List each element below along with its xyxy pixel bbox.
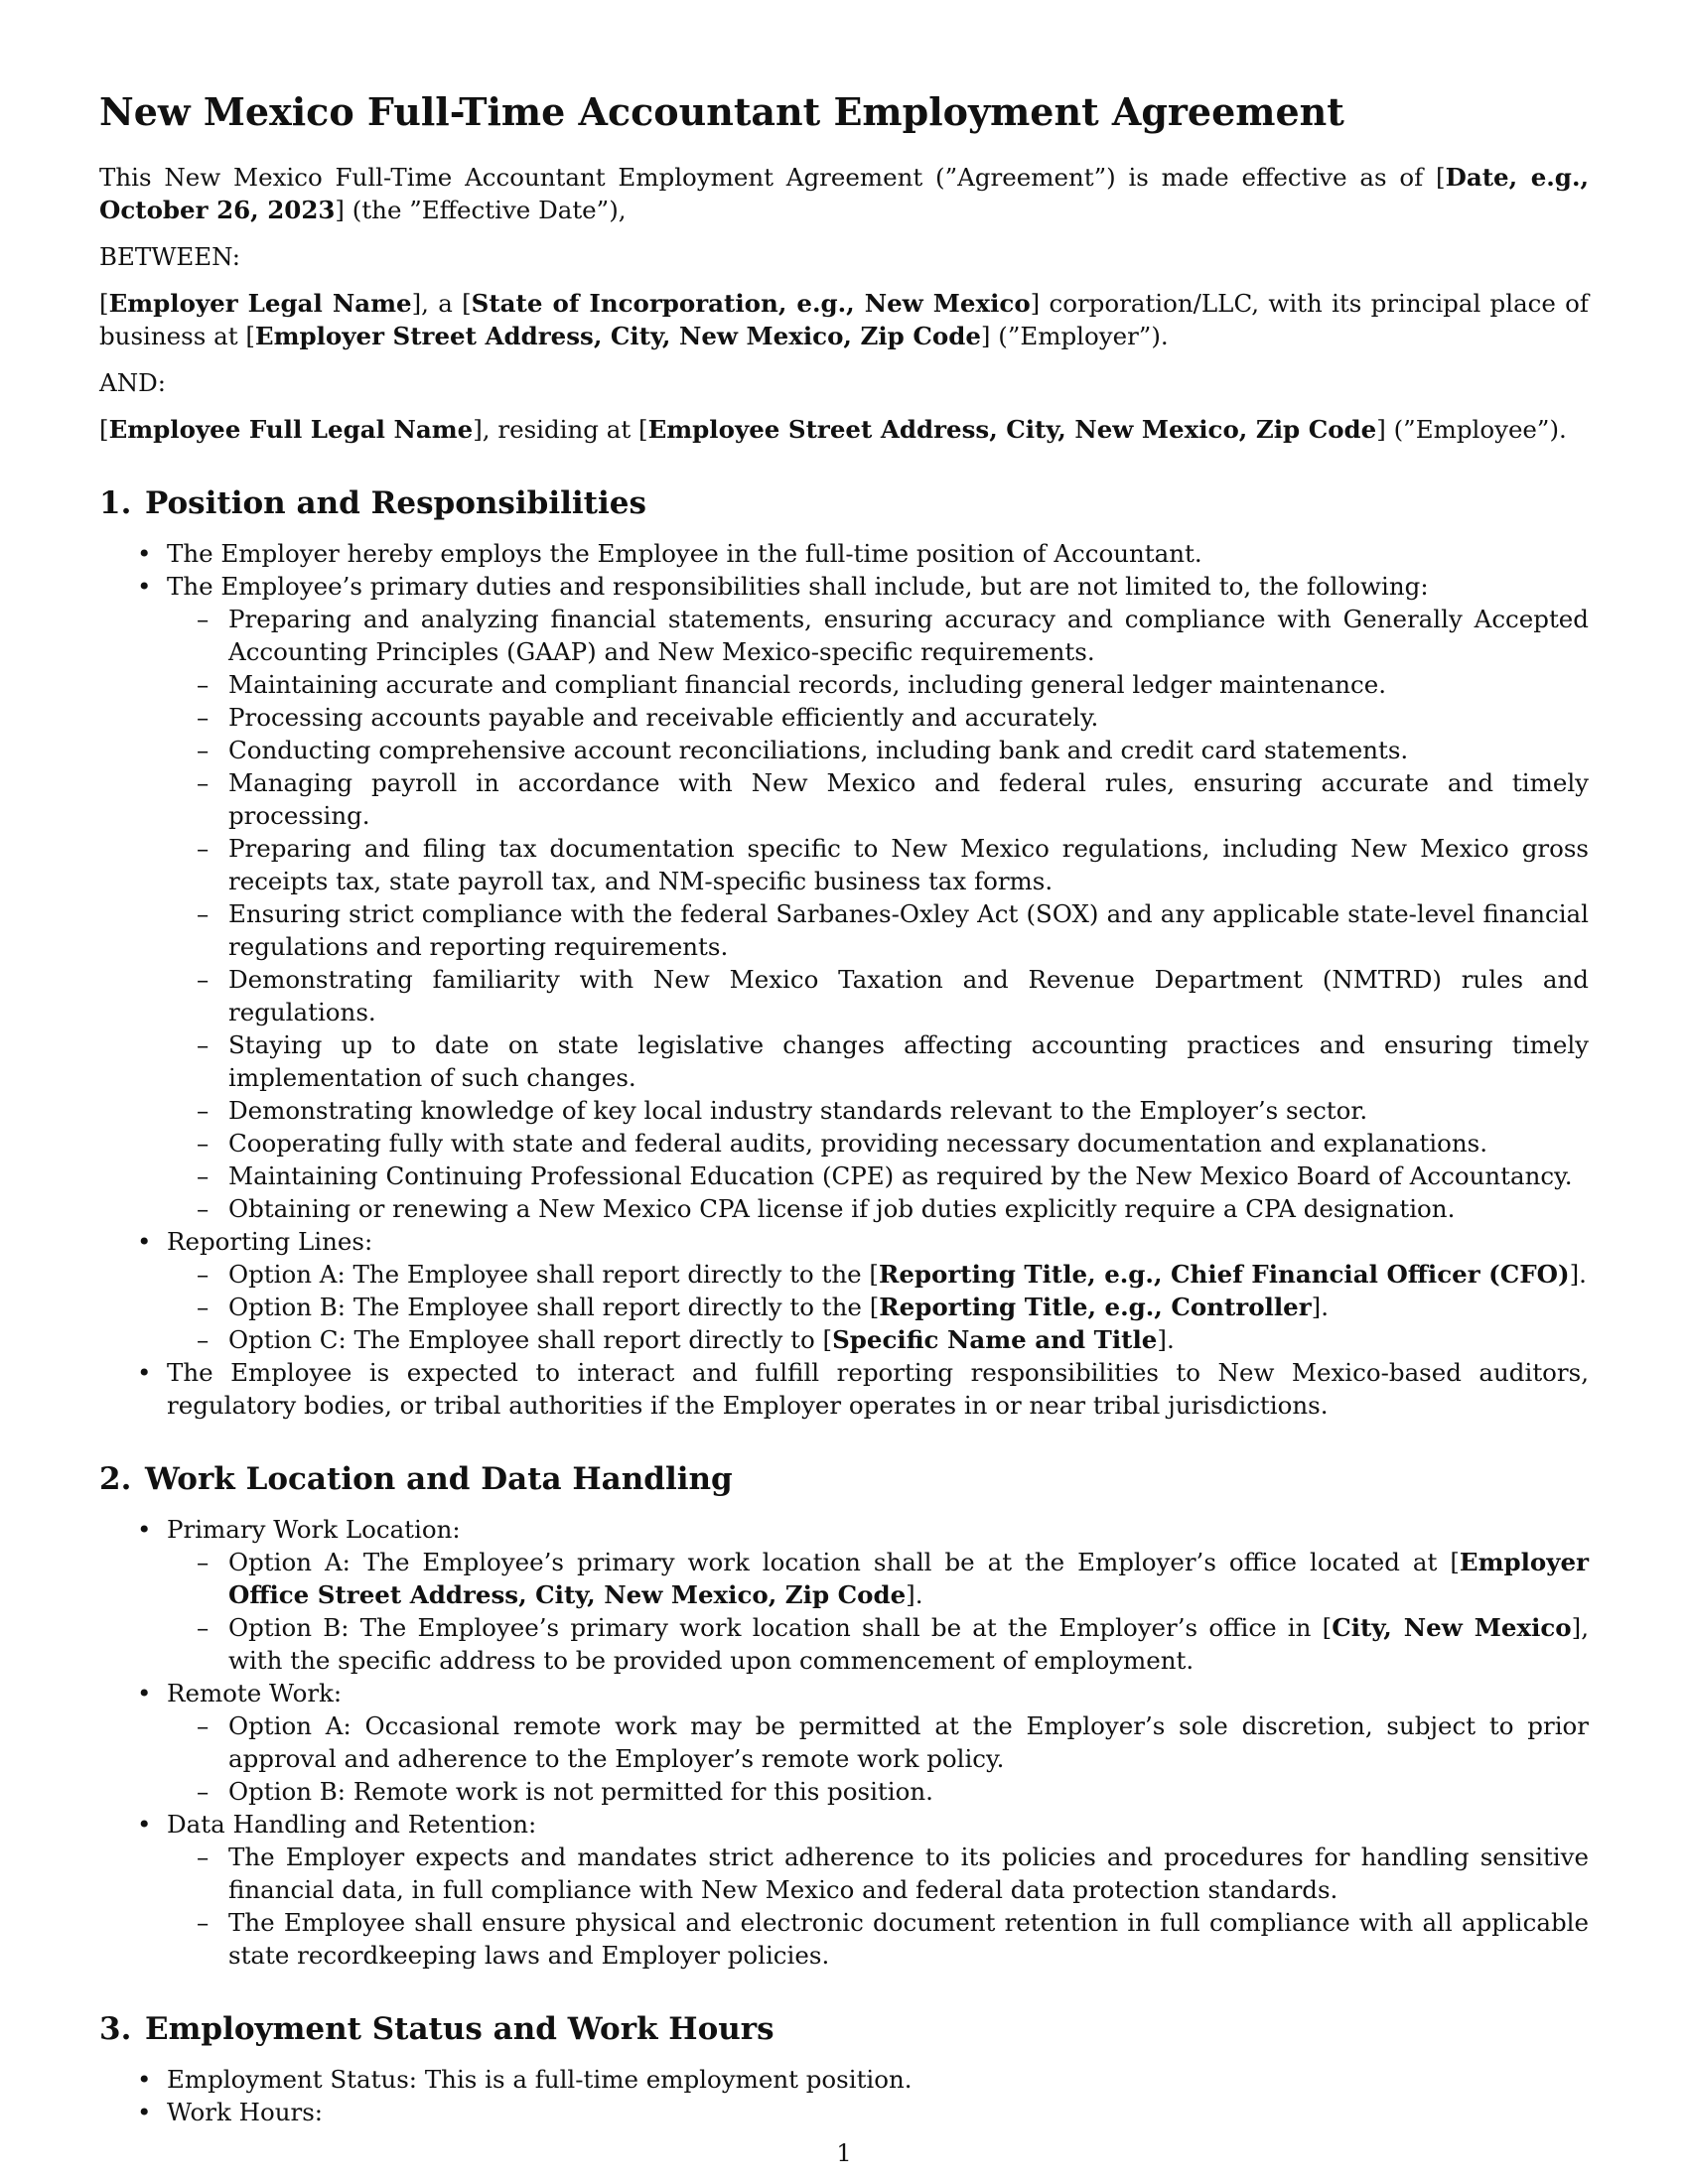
option-text: Option B: The Employee shall report directly to the [	[228, 1293, 880, 1321]
and-label: AND:	[99, 368, 167, 397]
primary-location-options	[167, 1546, 1589, 1677]
list-item: • Employment Status: This is a full-time employment position.	[99, 2063, 1589, 2096]
employer-paragraph	[99, 287, 1589, 352]
list-item	[99, 1677, 1589, 1808]
section-title: Position and Responsibilities	[145, 485, 646, 521]
employee-paragraph	[99, 413, 1589, 446]
option-text: ], with the specific address to be provided upon commencement of employment.	[228, 1613, 1589, 1675]
effective-date-placeholder: Date, e.g., October 26, 2023	[99, 163, 1589, 224]
city-placeholder: City, New Mexico	[1332, 1613, 1572, 1642]
duty-item: – Maintaining accurate and compliant financial records, including general ledger maintenance.	[167, 668, 1589, 701]
document-title: New Mexico Full-Time Accountant Employment Agreement	[99, 89, 1344, 134]
option-item: – Option B: Remote work is not permitted for this position.	[167, 1775, 1589, 1808]
employer-text: [	[99, 289, 109, 318]
duty-item: – Processing accounts payable and receivable efficiently and accurately.	[167, 701, 1589, 734]
option-item	[167, 1323, 1589, 1356]
option-text: Option A: The Employee shall report directly to the [	[228, 1260, 879, 1289]
section-heading-3	[99, 2009, 1589, 2049]
duty-item: – Staying up to date on state legislative changes affecting accounting practices and ensuring timely implementation of such changes.	[167, 1028, 1589, 1094]
employer-address-placeholder: Employer Street Address, City, New Mexico, Zip Code	[254, 322, 981, 350]
specific-name-placeholder: Specific Name and Title	[832, 1325, 1158, 1354]
section-heading-2	[99, 1459, 1589, 1499]
option-text: ].	[1311, 1293, 1330, 1321]
list-item-text: Reporting Lines:	[167, 1227, 373, 1256]
reporting-title-placeholder: Reporting Title, e.g., Chief Financial Officer (CFO)	[878, 1260, 1570, 1289]
section-title: Work Location and Data Handling	[145, 1461, 733, 1497]
duty-item: – Demonstrating familiarity with New Mexico Taxation and Revenue Department (NMTRD) rules and regulations.	[167, 963, 1589, 1028]
list-item: • The Employee is expected to interact and fulfill reporting responsibilities to New Mexico-based auditors, regulatory bodies, or tribal authorities if the Employer operates in or near tribal jurisdictions.	[99, 1356, 1589, 1422]
employer-name-placeholder: Employer Legal Name	[108, 289, 412, 318]
duty-item: – Obtaining or renewing a New Mexico CPA license if job duties explicitly require a CPA designation.	[167, 1192, 1589, 1225]
office-address-placeholder: Employer Office Street Address, City, New Mexico, Zip Code	[228, 1548, 1589, 1609]
employee-address-placeholder: Employee Street Address, City, New Mexico, Zip Code	[647, 415, 1377, 444]
option-text: ].	[906, 1580, 923, 1609]
list-item-text: The Employee’s primary duties and responsibilities shall include, but are not limited to, the following:	[167, 572, 1429, 601]
data-handling-list	[167, 1841, 1589, 1972]
option-item	[167, 1258, 1589, 1291]
intro-text: This New Mexico Full-Time Accountant Employment Agreement (”Agreement”) is made effective as of [	[99, 163, 1446, 192]
section-1-list	[99, 537, 1589, 1422]
list-item: • The Employer hereby employs the Employee in the full-time position of Accountant.	[99, 537, 1589, 570]
list-item	[99, 1513, 1589, 1677]
list-item	[99, 1225, 1589, 1356]
option-item	[167, 1546, 1589, 1611]
section-title: Employment Status and Work Hours	[145, 2011, 774, 2047]
data-item: – The Employee shall ensure physical and electronic document retention in full compliance with all applicable state recordkeeping laws and Employer policies.	[167, 1906, 1589, 1972]
option-text: Option B: The Employee’s primary work location shall be at the Employer’s office in [	[228, 1613, 1333, 1642]
option-text: Option C: The Employee shall report directly to [	[228, 1325, 833, 1354]
option-item	[167, 1291, 1589, 1323]
option-item: – Option A: Occasional remote work may be permitted at the Employer’s sole discretion, subject to prior approval and adherence to the Employer’s remote work policy.	[167, 1709, 1589, 1775]
employer-text: ] (”Employer”).	[980, 322, 1169, 350]
list-item-text: Primary Work Location:	[167, 1515, 461, 1544]
remote-work-options	[167, 1709, 1589, 1808]
page-number: 1	[836, 2139, 852, 2167]
reporting-title-placeholder: Reporting Title, e.g., Controller	[879, 1293, 1312, 1321]
document-body	[99, 161, 1589, 2128]
duty-item: – Cooperating fully with state and federal audits, providing necessary documentation and explanations.	[167, 1127, 1589, 1160]
employee-text: ] (”Employee”).	[1376, 415, 1567, 444]
option-item	[167, 1611, 1589, 1677]
section-3-list	[99, 2063, 1589, 2128]
section-heading-1	[99, 483, 1589, 523]
section-number: 3.	[99, 2011, 132, 2047]
duty-item: – Conducting comprehensive account reconciliations, including bank and credit card statements.	[167, 734, 1589, 766]
list-item: • Work Hours:	[99, 2096, 1589, 2128]
duty-item: – Managing payroll in accordance with New Mexico and federal rules, ensuring accurate and timely processing.	[167, 766, 1589, 832]
section-2-list	[99, 1513, 1589, 1972]
employee-text: [	[99, 415, 109, 444]
list-item-text: Remote Work:	[167, 1679, 343, 1707]
reporting-options-list	[167, 1258, 1589, 1356]
employee-text: ], residing at [	[473, 415, 648, 444]
data-item: – The Employer expects and mandates strict adherence to its policies and procedures for handling sensitive financial data, in full compliance with New Mexico and federal data protection standards.	[167, 1841, 1589, 1906]
option-text: Option A: The Employee’s primary work location shall be at the Employer’s office located at [	[228, 1548, 1460, 1576]
duty-item: – Maintaining Continuing Professional Education (CPE) as required by the New Mexico Board of Accountancy.	[167, 1160, 1589, 1192]
option-text: ].	[1569, 1260, 1587, 1289]
duty-item: – Preparing and analyzing financial statements, ensuring accuracy and compliance with Generally Accepted Accounting Principles (GAAP) and New Mexico-specific requirements.	[167, 603, 1589, 668]
between-label: BETWEEN:	[99, 242, 240, 271]
duty-item: – Ensuring strict compliance with the federal Sarbanes-Oxley Act (SOX) and any applicable state-level financial regulations and reporting requirements.	[167, 897, 1589, 963]
section-number: 2.	[99, 1461, 132, 1497]
option-text: ].	[1157, 1325, 1175, 1354]
duty-item: – Demonstrating knowledge of key local industry standards relevant to the Employer’s sector.	[167, 1094, 1589, 1127]
list-item	[99, 1808, 1589, 1972]
list-item	[99, 570, 1589, 1225]
intro-text: ] (the ”Effective Date”),	[335, 196, 627, 224]
section-number: 1.	[99, 485, 132, 521]
duties-list	[167, 603, 1589, 1225]
employee-name-placeholder: Employee Full Legal Name	[108, 415, 474, 444]
list-item-text: Data Handling and Retention:	[167, 1810, 537, 1839]
employer-text: ], a [	[411, 289, 472, 318]
intro-paragraph	[99, 161, 1589, 226]
state-placeholder: State of Incorporation, e.g., New Mexico	[471, 289, 1031, 318]
duty-item: – Preparing and filing tax documentation specific to New Mexico regulations, including New Mexico gross receipts tax, state payroll tax, and NM-specific business tax forms.	[167, 832, 1589, 897]
employer-text: ] corporation/LLC, with its principal place of business at [	[99, 289, 1589, 350]
